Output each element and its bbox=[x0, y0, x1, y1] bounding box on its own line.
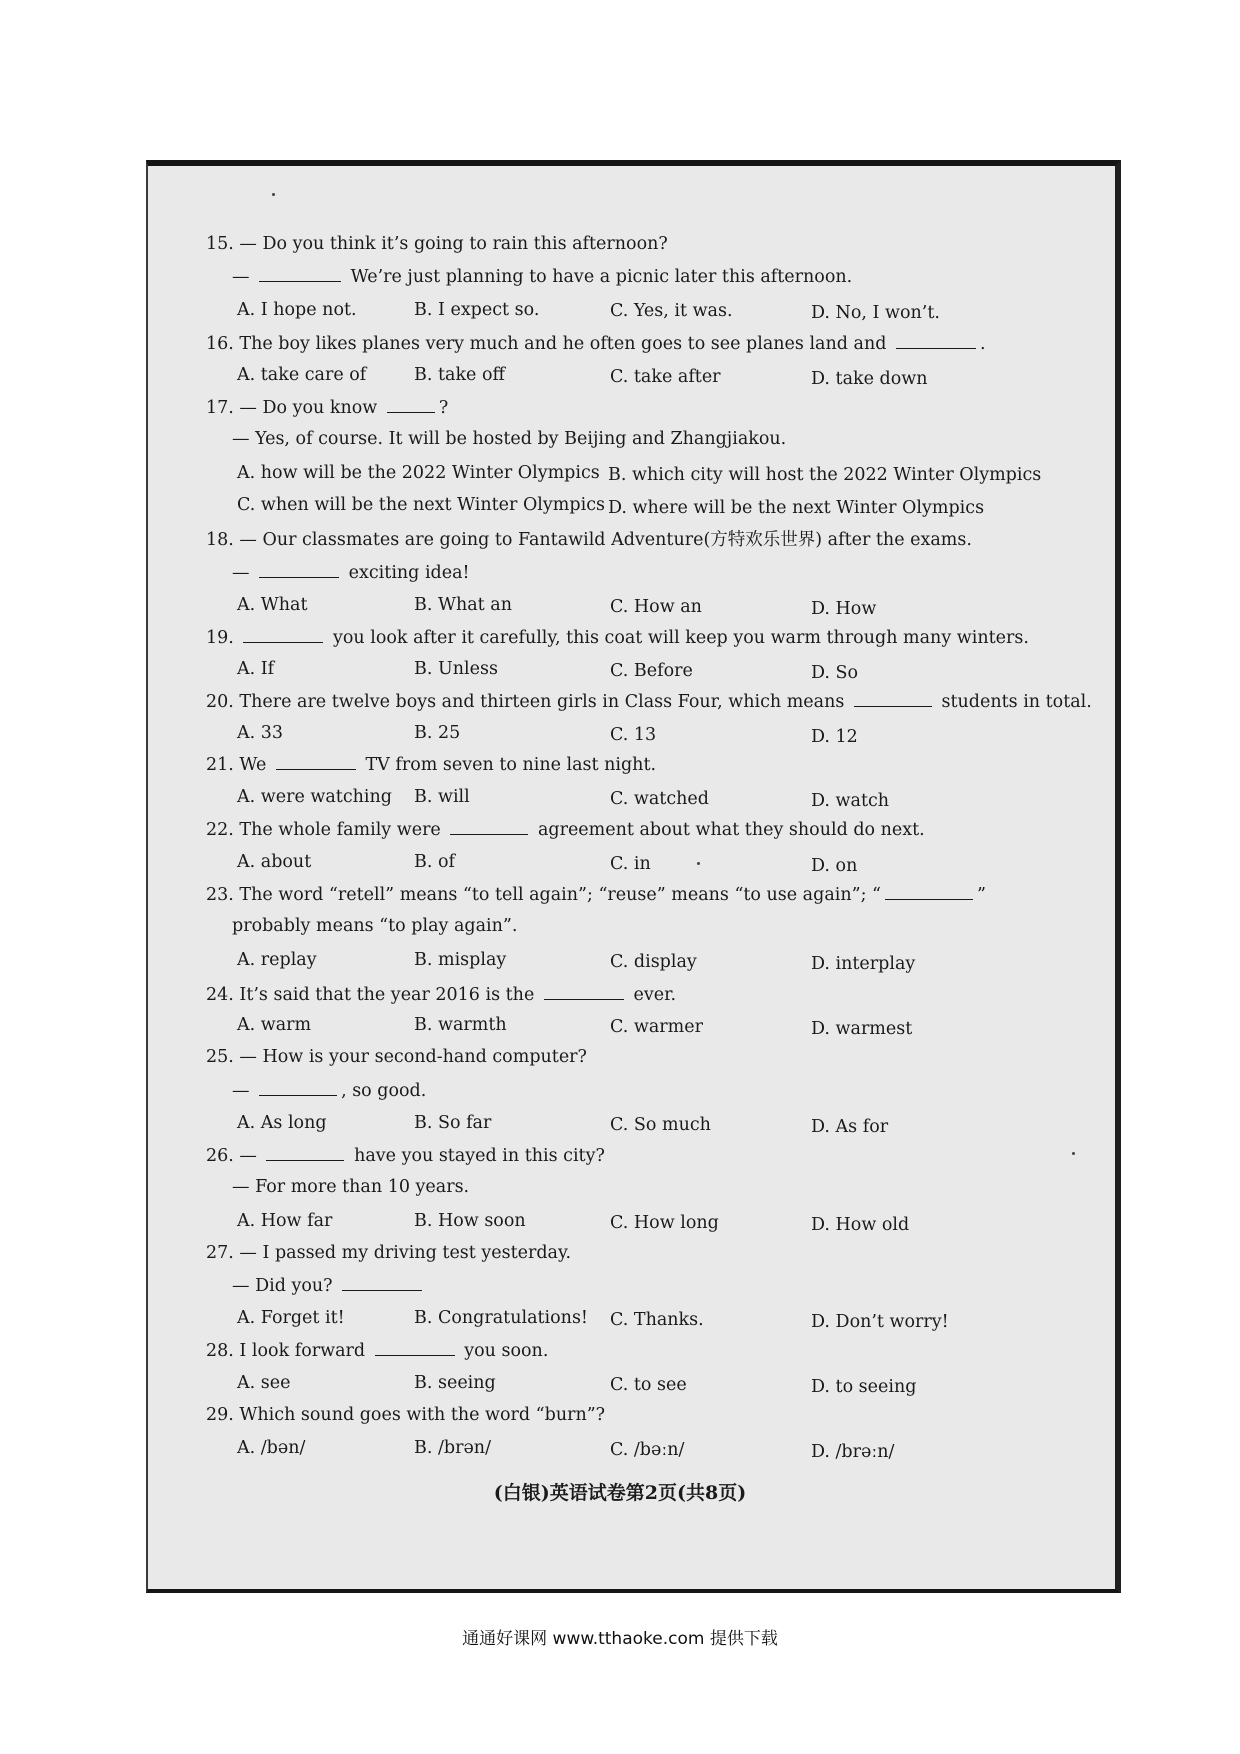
option-a: A. take care of bbox=[237, 365, 367, 385]
answer-blank bbox=[259, 561, 339, 578]
option-c: C. watched bbox=[610, 789, 709, 809]
question-25-reply: — , so good. bbox=[232, 1081, 427, 1101]
option-d: D. to seeing bbox=[811, 1377, 917, 1397]
answer-blank bbox=[266, 1144, 344, 1161]
option-c: C. warmer bbox=[610, 1017, 703, 1037]
question-text: exciting idea! bbox=[348, 563, 470, 583]
answer-blank bbox=[387, 396, 435, 413]
question-20 bbox=[206, 690, 1092, 713]
answer-blank bbox=[854, 690, 932, 707]
option-b: B. warmth bbox=[414, 1015, 507, 1035]
option-a: A. Forget it! bbox=[237, 1308, 345, 1328]
option-d: D. No, I won’t. bbox=[811, 303, 940, 323]
question-text: you soon. bbox=[464, 1341, 549, 1361]
page-footer: (白银)英语试卷第2页(共8页) bbox=[493, 1482, 747, 1504]
option-d: D. interplay bbox=[811, 954, 916, 974]
option-d: D. warmest bbox=[811, 1019, 913, 1039]
question-text: We’re just planning to have a picnic later this afternoon. bbox=[350, 267, 853, 287]
option-b: B. seeing bbox=[414, 1373, 496, 1393]
question-number: 17. bbox=[206, 398, 234, 418]
question-text: — Our classmates are going to Fantawild Adventure(方特欢乐世界) after the exams. bbox=[239, 530, 972, 550]
question-19 bbox=[206, 626, 1029, 649]
question-text: — Did you? bbox=[232, 1276, 333, 1296]
option-a: A. What bbox=[237, 595, 308, 615]
option-a: A. were watching bbox=[237, 787, 392, 807]
option-d: D. How bbox=[811, 599, 877, 619]
question-18-reply: — exciting idea! bbox=[232, 563, 470, 583]
option-a: A. As long bbox=[237, 1113, 327, 1133]
question-text: have you stayed in this city? bbox=[354, 1146, 605, 1166]
option-d: D. watch bbox=[811, 791, 890, 811]
question-number: 27. bbox=[206, 1243, 234, 1263]
question-27 bbox=[206, 1242, 571, 1264]
question-24 bbox=[206, 983, 676, 1006]
question-number: 28. bbox=[206, 1341, 234, 1361]
option-b: B. Unless bbox=[414, 659, 498, 679]
answer-blank bbox=[375, 1339, 455, 1356]
question-number: 19. bbox=[206, 628, 234, 648]
question-23: 23. The word “retell” means “to tell again”; “reuse” means “to use again”; “ ” bbox=[206, 885, 986, 905]
source-credit: 通通好课网 www.tthaoke.com 提供下载 bbox=[462, 1629, 778, 1649]
option-b: B. misplay bbox=[414, 950, 507, 970]
question-number: 26. bbox=[206, 1146, 234, 1166]
answer-blank bbox=[342, 1274, 422, 1291]
question-number: 21. bbox=[206, 755, 234, 775]
answer-blank bbox=[450, 818, 528, 835]
option-c: C. /bəːn/ bbox=[610, 1440, 685, 1460]
question-17-reply: — Yes, of course. It will be hosted by Beijing and Zhangjiakou. bbox=[232, 429, 787, 449]
question-text: The whole family were bbox=[239, 820, 441, 840]
option-b: B. What an bbox=[414, 595, 512, 615]
option-a: A. 33 bbox=[237, 723, 284, 743]
answer-blank bbox=[544, 983, 624, 1000]
option-d: D. Don’t worry! bbox=[811, 1312, 949, 1332]
question-text: — I passed my driving test yesterday. bbox=[239, 1243, 572, 1263]
option-b: B. take off bbox=[414, 365, 505, 385]
question-18 bbox=[206, 529, 972, 551]
option-c: C. to see bbox=[610, 1375, 687, 1395]
question-29 bbox=[206, 1404, 605, 1426]
option-d: D. As for bbox=[811, 1117, 889, 1137]
question-number: 22. bbox=[206, 820, 234, 840]
option-d: D. So bbox=[811, 663, 859, 683]
option-a: A. I hope not. bbox=[237, 300, 357, 320]
question-text: The boy likes planes very much and he often goes to see planes land and bbox=[239, 334, 887, 354]
option-c: C. when will be the next Winter Olympics bbox=[237, 495, 605, 515]
question-15 bbox=[206, 233, 668, 255]
question-27-reply bbox=[232, 1274, 426, 1297]
question-number: 16. bbox=[206, 334, 234, 354]
option-c: C. 13 bbox=[610, 725, 657, 745]
question-17: 17. — Do you know ? bbox=[206, 398, 449, 418]
option-b: B. I expect so. bbox=[414, 300, 540, 320]
answer-blank bbox=[259, 265, 341, 282]
option-b: B. /brən/ bbox=[414, 1438, 491, 1458]
question-text: agreement about what they should do next. bbox=[537, 820, 925, 840]
option-a: A. /bən/ bbox=[237, 1438, 306, 1458]
option-a: A. see bbox=[237, 1373, 291, 1393]
option-b: B. How soon bbox=[414, 1211, 526, 1231]
question-25 bbox=[206, 1046, 587, 1068]
option-c: C. in bbox=[610, 854, 651, 874]
question-text: students in total. bbox=[941, 692, 1092, 712]
option-a: A. If bbox=[237, 659, 275, 679]
question-16: 16. The boy likes planes very much and he often goes to see planes land and . bbox=[206, 334, 986, 354]
question-21 bbox=[206, 753, 656, 776]
question-text: — Do you think it’s going to rain this afternoon? bbox=[239, 234, 668, 254]
question-number: 18. bbox=[206, 530, 234, 550]
question-text: ever. bbox=[633, 985, 677, 1005]
question-number: 15. bbox=[206, 234, 234, 254]
option-d: D. where will be the next Winter Olympics bbox=[608, 498, 985, 518]
question-15-reply: — We’re just planning to have a picnic later this afternoon. bbox=[232, 267, 853, 287]
option-d: D. How old bbox=[811, 1215, 910, 1235]
option-d: D. /brəːn/ bbox=[811, 1442, 895, 1462]
option-c: C. Thanks. bbox=[610, 1310, 704, 1330]
question-text: We bbox=[239, 755, 267, 775]
answer-blank bbox=[259, 1079, 337, 1096]
option-a: A. how will be the 2022 Winter Olympics bbox=[237, 463, 600, 483]
option-a: A. about bbox=[237, 852, 312, 872]
option-a: A. warm bbox=[237, 1015, 312, 1035]
question-number: 20. bbox=[206, 692, 234, 712]
question-number: 29. bbox=[206, 1405, 234, 1425]
question-number: 23. bbox=[206, 885, 234, 905]
option-c: C. Before bbox=[610, 661, 693, 681]
question-22 bbox=[206, 818, 925, 841]
option-b: B. of bbox=[414, 852, 455, 872]
scan-speck bbox=[697, 862, 700, 865]
option-c: C. So much bbox=[610, 1115, 711, 1135]
option-b: B. 25 bbox=[414, 723, 461, 743]
question-26-reply: — For more than 10 years. bbox=[232, 1177, 470, 1197]
option-c: C. How an bbox=[610, 597, 702, 617]
question-text: — Do you know bbox=[239, 398, 378, 418]
question-text: , so good. bbox=[341, 1081, 427, 1101]
answer-blank bbox=[243, 626, 323, 643]
option-b: B. will bbox=[414, 787, 470, 807]
option-d: D. 12 bbox=[811, 727, 858, 747]
option-b: B. So far bbox=[414, 1113, 492, 1133]
question-28 bbox=[206, 1339, 548, 1362]
question-text: It’s said that the year 2016 is the bbox=[239, 985, 535, 1005]
option-c: C. take after bbox=[610, 367, 721, 387]
answer-blank bbox=[896, 332, 976, 349]
question-text: — How is your second-hand computer? bbox=[239, 1047, 587, 1067]
question-text: I look forward bbox=[239, 1341, 366, 1361]
option-d: D. on bbox=[811, 856, 858, 876]
question-text: you look after it carefully, this coat will keep you warm through many winters. bbox=[333, 628, 1029, 648]
question-text: TV from seven to nine last night. bbox=[365, 755, 657, 775]
question-text: There are twelve boys and thirteen girls in Class Four, which means bbox=[239, 692, 845, 712]
option-c: C. Yes, it was. bbox=[610, 301, 733, 321]
option-a: A. How far bbox=[237, 1211, 333, 1231]
option-a: A. replay bbox=[237, 950, 317, 970]
option-b: B. which city will host the 2022 Winter Olympics bbox=[608, 465, 1042, 485]
question-26: 26. — have you stayed in this city? bbox=[206, 1146, 605, 1166]
answer-blank bbox=[885, 883, 973, 900]
question-number: 25. bbox=[206, 1047, 234, 1067]
scan-speck bbox=[1072, 1152, 1075, 1155]
option-c: C. display bbox=[610, 952, 697, 972]
option-b: B. Congratulations! bbox=[414, 1308, 588, 1328]
option-c: C. How long bbox=[610, 1213, 719, 1233]
option-d: D. take down bbox=[811, 369, 928, 389]
question-text: Which sound goes with the word “burn”? bbox=[239, 1405, 606, 1425]
question-text: The word “retell” means “to tell again”; “reuse” means “to use again”; “ bbox=[239, 885, 881, 905]
question-number: 24. bbox=[206, 985, 234, 1005]
question-23-continuation: probably means “to play again”. bbox=[232, 916, 518, 936]
answer-blank bbox=[276, 753, 356, 770]
scan-speck bbox=[272, 193, 275, 196]
